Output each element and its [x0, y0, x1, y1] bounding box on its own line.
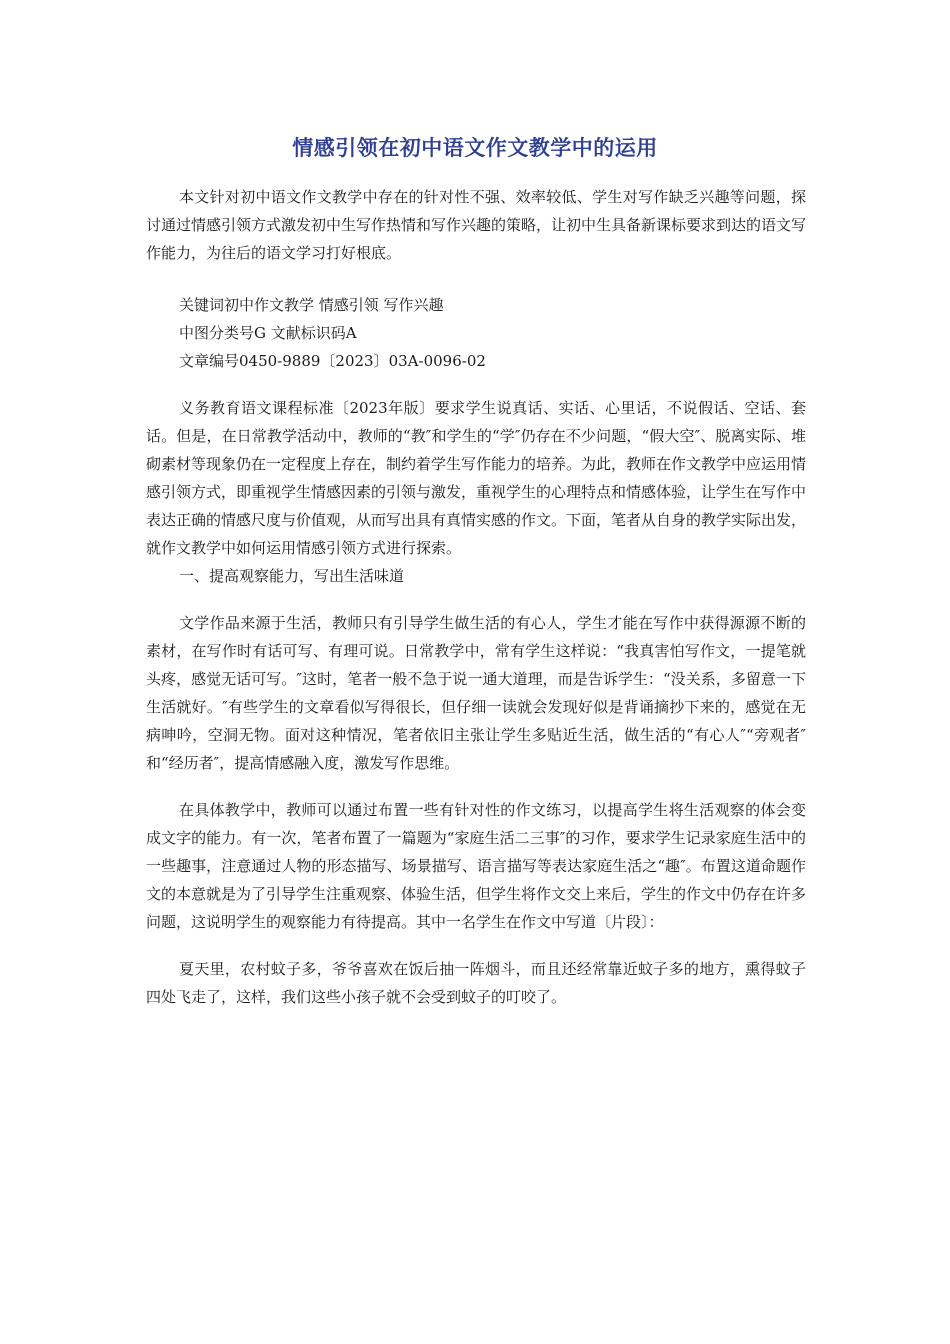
- classification-line: 中图分类号G 文献标识码A: [179, 324, 357, 342]
- body-paragraph: 在具体教学中，教师可以通过布置一些有针对性的作文练习，以提高学生将生活观察的体会变成文字的能力。有一次，笔者布置了一篇题为“家庭生活二三事″的习作，要求学生记录家庭生活中的一些趣事，注意通过人物的形态描写、场景描写、语言描写等表达家庭生活之“趣″。布置这道命题作文的本意就是为了引导学生注重观察、体验生活，但学生将作文交上来后，学生的作文中仍存在许多问题，这说明学生的观察能力有待提高。其中一名学生在作文中写道〔片段〕：: [146, 801, 807, 931]
- section-heading: 一、提高观察能力，写出生活味道: [179, 567, 405, 585]
- page-title: 情感引领在初中语文作文教学中的运用: [292, 136, 658, 160]
- excerpt-paragraph: 夏天里，农村蚊子多，爷爷喜欢在饭后抽一阵烟斗，而且还经常靠近蚊子多的地方，熏得蚊子四处飞走了，这样，我们这些小孩子就不会受到蚊子的叮咬了。: [146, 960, 806, 1006]
- article-body: [146, 183, 806, 1011]
- abstract-paragraph: 本文针对初中语文作文教学中存在的针对性不强、效率较低、学生对写作缺乏兴趣等问题，探讨通过情感引领方式激发初中生写作热情和写作兴趣的策略，让初中生具备新课标要求到达的语文写作能力，为往后的语文学习打好根底。: [146, 188, 807, 262]
- article-number-line: 文章编号0450-9889〔2023〕03A-0096-02: [179, 352, 486, 370]
- body-paragraph: 文学作品来源于生活，教师只有引导学生做生活的有心人，学生才能在写作中获得源源不断的素材，在写作时有话可写、有理可说。日常教学中，常有学生这样说：“我真害怕写作文，一提笔就头疼，感觉无话可写。″这时，笔者一般不急于说一通大道理，而是告诉学生：“没关系，多留意一下生活就好。″有些学生的文章看似写得很长，但仔细一读就会发现好似是背诵摘抄下来的，感觉在无病呻吟，空洞无物。面对这种情况，笔者依旧主张让学生多贴近生活，做生活的“有心人″“旁观者″和“经历者″，提高情感融入度，激发写作思维。: [146, 614, 806, 772]
- intro-paragraph: 义务教育语文课程标准〔2023年版〕要求学生说真话、实话、心里话，不说假话、空话、套话。但是，在日常教学活动中，教师的“教″和学生的“学″仍存在不少问题，“假大空″、脱离实际、堆砌素材等现象仍在一定程度上存在，制约着学生写作能力的培养。为此，教师在作文教学中应运用情感引领方式，即重视学生情感因素的引领与激发，重视学生的心理特点和情感体验，让学生在写作中表达正确的情感尺度与价值观，从而写出具有真情实感的作文。下面，笔者从自身的教学实际出发，就作文教学中如何运用情感引领方式进行探索。: [146, 399, 807, 557]
- keywords-line: 关键词初中作文教学 情感引领 写作兴趣: [179, 296, 444, 314]
